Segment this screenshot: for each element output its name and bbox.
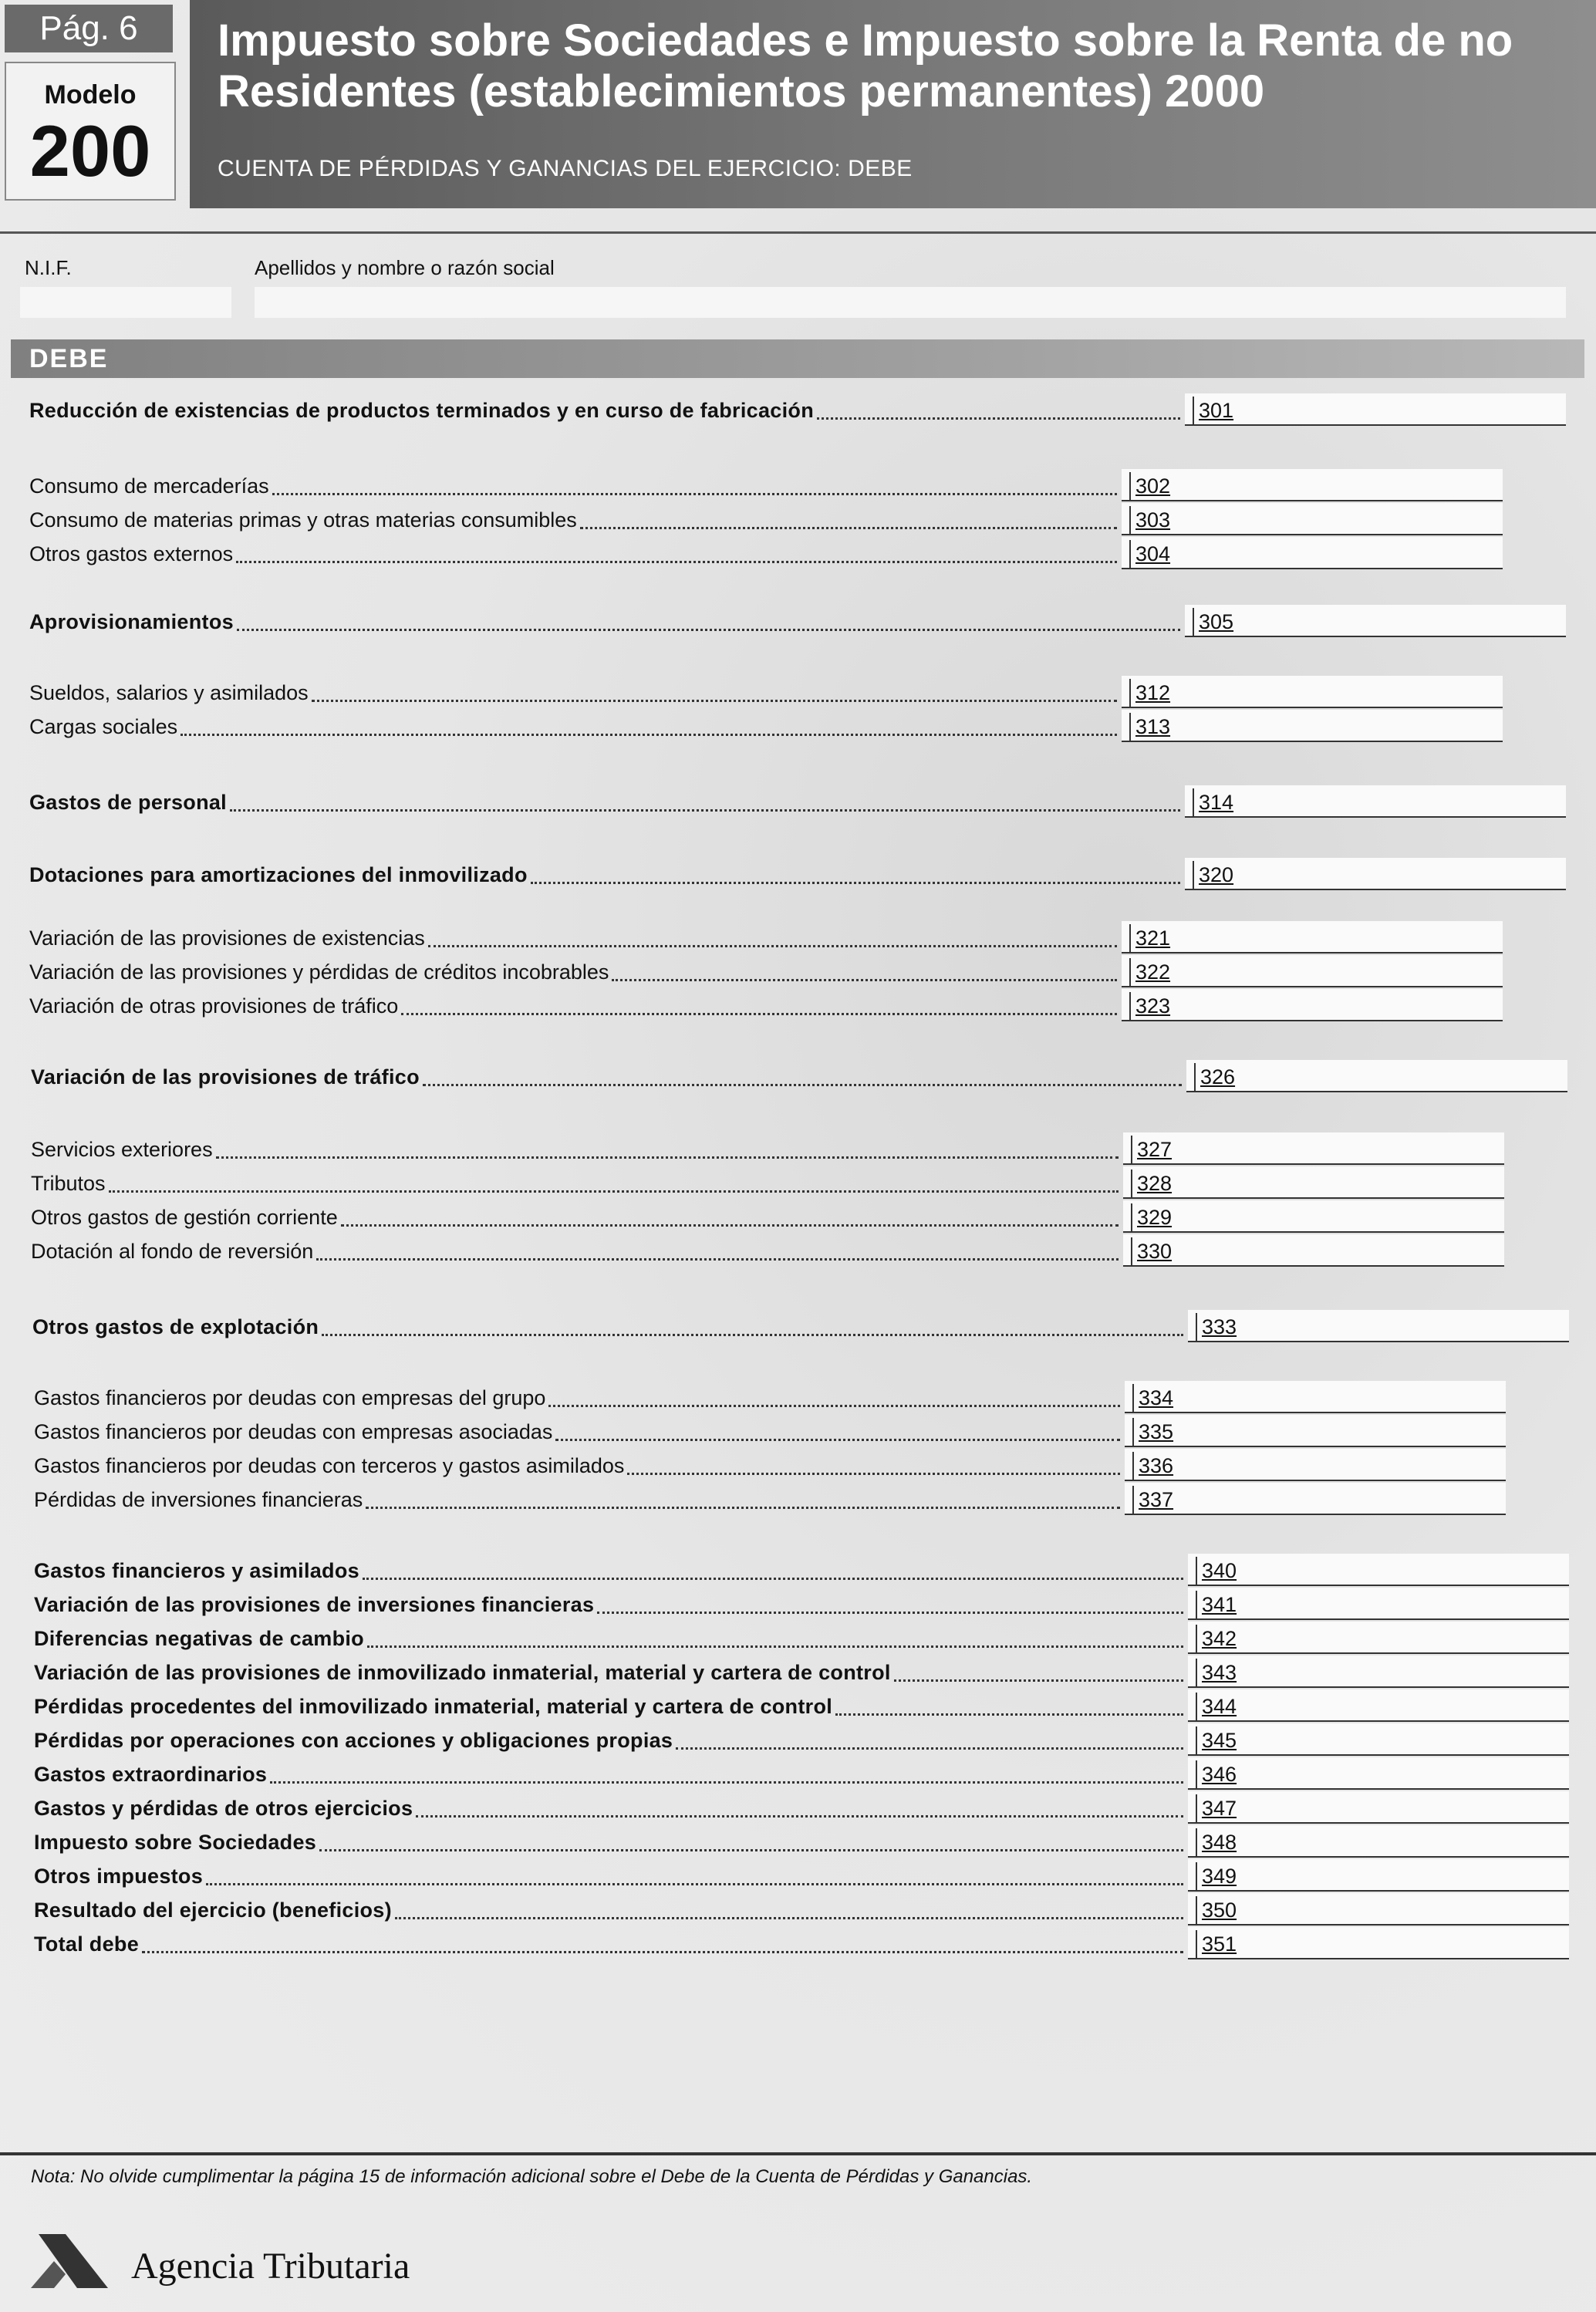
amount-field-326[interactable] — [1186, 1060, 1567, 1092]
box-code: 312 — [1129, 679, 1170, 707]
footer-note: Nota: No olvide cumplimentar la página 15 de información adicional sobre el Debe de la Cuenta de Pérdidas y Ganancias. — [31, 2166, 1033, 2187]
row-label: Gastos extraordinarios — [34, 1763, 268, 1786]
row-label: Tributos — [31, 1172, 106, 1195]
row-label: Variación de otras provisiones de tráfico — [29, 994, 399, 1018]
row-label: Gastos financieros y asimilados — [34, 1559, 359, 1582]
form-row-302 — [29, 471, 1503, 501]
amount-field-350[interactable] — [1188, 1893, 1569, 1926]
box-code: 336 — [1132, 1452, 1173, 1480]
box-code: 346 — [1196, 1760, 1237, 1788]
amount-field-335[interactable] — [1125, 1415, 1506, 1447]
row-label: Pérdidas por operaciones con acciones y obligaciones propias — [34, 1729, 673, 1752]
dot-leader — [423, 1084, 1182, 1086]
header-left — [0, 0, 179, 208]
form-row-343 — [34, 1657, 1569, 1688]
box-code: 305 — [1193, 608, 1233, 636]
dot-leader — [341, 1224, 1119, 1227]
dot-leader — [322, 1334, 1183, 1336]
dot-leader — [109, 1190, 1119, 1193]
box-code: 328 — [1131, 1170, 1172, 1197]
box-code: 344 — [1196, 1693, 1237, 1720]
amount-field-301[interactable] — [1185, 393, 1566, 426]
model-label: Modelo — [44, 80, 137, 110]
dot-leader — [548, 1405, 1120, 1407]
dot-leader — [363, 1578, 1183, 1580]
amount-field-330[interactable] — [1123, 1234, 1504, 1267]
box-code: 348 — [1196, 1828, 1237, 1856]
box-code: 342 — [1196, 1625, 1237, 1652]
amount-field-312[interactable] — [1122, 676, 1503, 708]
amount-field-303[interactable] — [1122, 503, 1503, 535]
row-label: Variación de las provisiones y pérdidas de créditos incobrables — [29, 960, 609, 984]
dot-leader — [367, 1645, 1183, 1648]
name-label: Apellidos y nombre o razón social — [255, 256, 555, 279]
amount-field-333[interactable] — [1188, 1310, 1569, 1342]
box-code: 341 — [1196, 1591, 1237, 1618]
dot-leader — [835, 1713, 1183, 1716]
amount-field-302[interactable] — [1122, 469, 1503, 501]
box-code: 330 — [1131, 1237, 1172, 1265]
form-row-313 — [29, 711, 1503, 742]
dot-leader — [555, 1439, 1120, 1441]
box-code: 326 — [1194, 1063, 1235, 1091]
form-row-312 — [29, 677, 1503, 708]
amount-field-347[interactable] — [1188, 1791, 1569, 1824]
amount-field-349[interactable] — [1188, 1859, 1569, 1892]
amount-field-320[interactable] — [1185, 858, 1566, 890]
amount-field-334[interactable] — [1125, 1381, 1506, 1413]
amount-field-337[interactable] — [1125, 1483, 1506, 1515]
form-row-346 — [34, 1759, 1569, 1790]
form-row-320 — [29, 859, 1566, 890]
form-row-342 — [34, 1623, 1569, 1654]
dot-leader — [216, 1156, 1119, 1159]
form-row-340 — [34, 1555, 1569, 1586]
box-code: 350 — [1196, 1896, 1237, 1924]
form-row-321 — [29, 923, 1503, 953]
amount-field-340[interactable] — [1188, 1554, 1569, 1586]
row-label: Diferencias negativas de cambio — [34, 1627, 364, 1650]
dot-leader — [531, 882, 1180, 884]
box-code: 340 — [1196, 1557, 1237, 1585]
form-row-335 — [34, 1416, 1506, 1447]
dot-leader — [236, 561, 1117, 563]
amount-field-304[interactable] — [1122, 537, 1503, 569]
dot-leader — [142, 1951, 1183, 1953]
dot-leader — [428, 945, 1117, 947]
row-label: Gastos y pérdidas de otros ejercicios — [34, 1797, 413, 1820]
name-field[interactable] — [255, 287, 1566, 318]
dot-leader — [395, 1917, 1183, 1919]
amount-field-346[interactable] — [1188, 1757, 1569, 1790]
form-row-344 — [34, 1691, 1569, 1722]
dot-leader — [230, 809, 1180, 812]
form-row-350 — [34, 1895, 1569, 1926]
box-code: 302 — [1129, 472, 1170, 500]
page-number: Pág. 6 — [5, 5, 173, 52]
box-code: 313 — [1129, 713, 1170, 741]
row-label: Sueldos, salarios y asimilados — [29, 681, 309, 704]
form-row-334 — [34, 1382, 1506, 1413]
header-band — [190, 0, 1596, 208]
dot-leader — [894, 1679, 1183, 1682]
amount-field-351[interactable] — [1188, 1927, 1569, 1959]
form-row-330 — [31, 1236, 1504, 1267]
amount-field-342[interactable] — [1188, 1622, 1569, 1654]
box-code: 334 — [1132, 1384, 1173, 1412]
box-code: 343 — [1196, 1659, 1237, 1686]
form-row-303 — [29, 505, 1503, 535]
amount-field-345[interactable] — [1188, 1723, 1569, 1756]
dot-leader — [401, 1013, 1117, 1015]
box-code: 320 — [1193, 861, 1233, 889]
form-row-328 — [31, 1168, 1504, 1199]
model-number: 200 — [29, 110, 151, 191]
dot-leader — [612, 979, 1117, 981]
box-code: 349 — [1196, 1862, 1237, 1890]
form-row-341 — [34, 1589, 1569, 1620]
section-band — [11, 339, 1584, 378]
form-row-348 — [34, 1827, 1569, 1858]
amount-field-329[interactable] — [1123, 1200, 1504, 1233]
dot-leader — [817, 417, 1180, 420]
row-label: Resultado del ejercicio (beneficios) — [34, 1899, 392, 1922]
form-row-336 — [34, 1450, 1506, 1481]
amount-field-341[interactable] — [1188, 1588, 1569, 1620]
header-divider — [0, 231, 1596, 234]
box-code: 301 — [1193, 397, 1233, 424]
form-row-301 — [29, 395, 1566, 426]
row-label: Dotación al fondo de reversión — [31, 1240, 314, 1263]
box-code: 347 — [1196, 1794, 1237, 1822]
agency-name: Agencia Tributaria — [131, 2246, 410, 2287]
form-row-314 — [29, 787, 1566, 818]
agency-logo-icon — [31, 2226, 116, 2296]
form-row-304 — [29, 538, 1503, 569]
box-code: 304 — [1129, 540, 1170, 568]
form-row-337 — [34, 1484, 1506, 1515]
amount-field-328[interactable] — [1123, 1166, 1504, 1199]
row-label: Consumo de mercaderías — [29, 474, 269, 498]
form-row-322 — [29, 957, 1503, 987]
dot-leader — [312, 700, 1117, 702]
box-code: 329 — [1131, 1203, 1172, 1231]
form-row-345 — [34, 1725, 1569, 1756]
dot-leader — [366, 1507, 1120, 1509]
dot-leader — [270, 1781, 1183, 1784]
amount-field-343[interactable] — [1188, 1656, 1569, 1688]
box-code: 321 — [1129, 924, 1170, 952]
form-row-351 — [34, 1929, 1569, 1959]
dot-leader — [319, 1849, 1183, 1851]
box-code: 323 — [1129, 992, 1170, 1020]
nif-field[interactable] — [20, 287, 231, 318]
row-label: Pérdidas de inversiones financieras — [34, 1488, 363, 1511]
section-title: DEBE — [29, 344, 109, 373]
dot-leader — [181, 734, 1117, 736]
row-label: Aprovisionamientos — [29, 610, 234, 633]
dot-leader — [627, 1473, 1120, 1475]
row-label: Variación de las provisiones de inmovilizado inmaterial, material y cartera de control — [34, 1661, 891, 1684]
amount-field-322[interactable] — [1122, 955, 1503, 987]
dot-leader — [272, 493, 1117, 495]
dot-leader — [676, 1747, 1183, 1750]
dot-leader — [416, 1815, 1183, 1818]
form-row-327 — [31, 1134, 1504, 1165]
box-code: 351 — [1196, 1930, 1237, 1958]
amount-field-327[interactable] — [1123, 1132, 1504, 1165]
form-row-326 — [31, 1061, 1567, 1092]
form-row-347 — [34, 1793, 1569, 1824]
form-title: Impuesto sobre Sociedades e Impuesto sobre la Renta de no Residentes (establecimientos permanentes) 2000 — [218, 15, 1513, 116]
row-label: Impuesto sobre Sociedades — [34, 1831, 317, 1854]
form-subtitle: CUENTA DE PÉRDIDAS Y GANANCIAS DEL EJERCICIO: DEBE — [218, 156, 913, 181]
dot-leader — [206, 1883, 1183, 1885]
row-label: Total debe — [34, 1932, 140, 1956]
dot-leader — [580, 527, 1117, 529]
form-row-349 — [34, 1861, 1569, 1892]
row-label: Variación de las provisiones de inversiones financieras — [34, 1593, 595, 1616]
dot-leader — [237, 629, 1180, 631]
box-code: 335 — [1132, 1418, 1173, 1446]
row-label: Gastos financieros por deudas con empresas del grupo — [34, 1386, 546, 1409]
form-row-323 — [29, 991, 1503, 1021]
box-code: 322 — [1129, 958, 1170, 986]
row-label: Cargas sociales — [29, 715, 178, 738]
amount-field-323[interactable] — [1122, 989, 1503, 1021]
row-label: Gastos de personal — [29, 791, 227, 814]
box-code: 345 — [1196, 1726, 1237, 1754]
row-label: Gastos financieros por deudas con empresas asociadas — [34, 1420, 553, 1443]
form-row-329 — [31, 1202, 1504, 1233]
box-code: 337 — [1132, 1486, 1173, 1514]
box-code: 303 — [1129, 506, 1170, 534]
row-label: Gastos financieros por deudas con terceros y gastos asimilados — [34, 1454, 625, 1477]
amount-field-305[interactable] — [1185, 605, 1566, 637]
amount-field-314[interactable] — [1185, 785, 1566, 818]
row-label: Variación de las provisiones de existencias — [29, 926, 425, 950]
row-label: Consumo de materias primas y otras materias consumibles — [29, 508, 577, 532]
box-code: 327 — [1131, 1136, 1172, 1163]
amount-field-321[interactable] — [1122, 921, 1503, 953]
form-row-333 — [32, 1311, 1569, 1342]
form-row-305 — [29, 606, 1566, 637]
row-label: Dotaciones para amortizaciones del inmovilizado — [29, 863, 528, 886]
nif-label: N.I.F. — [25, 256, 72, 279]
row-label: Variación de las provisiones de tráfico — [31, 1065, 420, 1088]
row-label: Otros gastos de gestión corriente — [31, 1206, 338, 1229]
amount-field-313[interactable] — [1122, 710, 1503, 742]
footer-divider — [0, 2152, 1596, 2155]
row-label: Otros gastos externos — [29, 542, 234, 565]
row-label: Otros gastos de explotación — [32, 1315, 319, 1338]
amount-field-336[interactable] — [1125, 1449, 1506, 1481]
amount-field-344[interactable] — [1188, 1689, 1569, 1722]
row-label: Pérdidas procedentes del inmovilizado inmaterial, material y cartera de control — [34, 1695, 833, 1718]
model-box — [5, 62, 176, 201]
box-code: 314 — [1193, 788, 1233, 816]
row-label: Reducción de existencias de productos terminados y en curso de fabricación — [29, 399, 814, 422]
dot-leader — [316, 1258, 1119, 1261]
row-label: Otros impuestos — [34, 1865, 204, 1888]
row-label: Servicios exteriores — [31, 1138, 213, 1161]
amount-field-348[interactable] — [1188, 1825, 1569, 1858]
dot-leader — [597, 1612, 1183, 1614]
box-code: 333 — [1196, 1313, 1237, 1341]
